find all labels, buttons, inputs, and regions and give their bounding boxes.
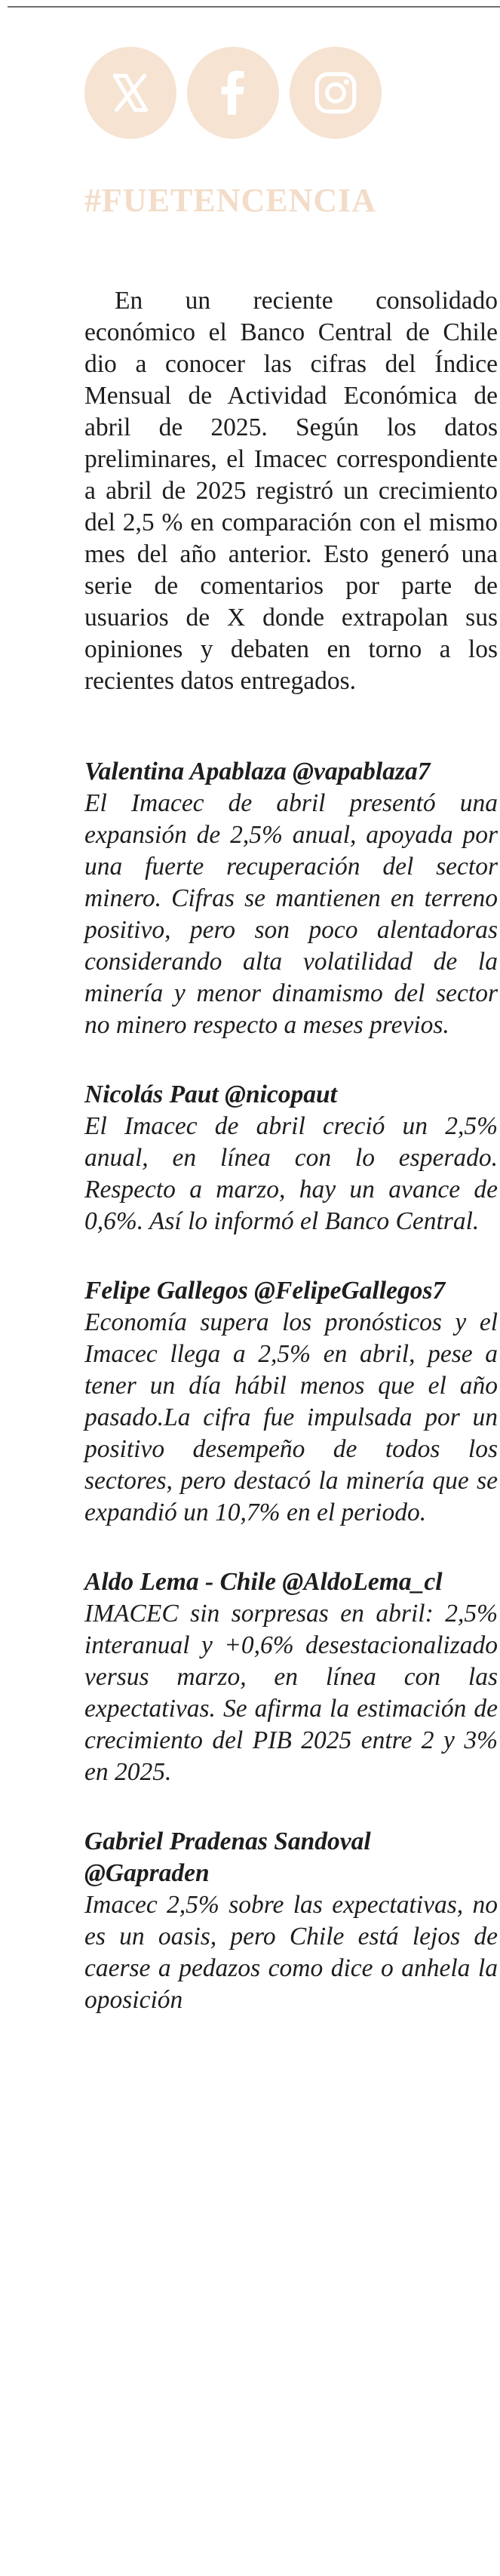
comment-author: Nicolás Paut @nicopaut (84, 1081, 337, 1108)
comment-author: Aldo Lema - Chile @AldoLema_cl (84, 1568, 443, 1596)
comment-block (84, 1566, 498, 1788)
comment-block (84, 1079, 498, 1237)
comment-text: IMACEC sin sorpresas en abril: 2,5% interanual y +0,6% desestacionalizado versus marzo, en línea con las expectativas. Se afirma la estimación de crecimiento del PIB 2025 entre 2 y 3% en 2025. (84, 1600, 498, 1786)
comment-block (84, 1275, 498, 1529)
comment-author: Valentina Apablaza @vapablaza7 (84, 758, 431, 785)
social-icons (84, 47, 382, 139)
facebook-icon[interactable] (187, 47, 279, 139)
comment-author: Gabriel Pradenas Sandoval @Gapraden (84, 1827, 371, 1887)
instagram-icon[interactable] (290, 47, 382, 139)
hashtag-heading: #FUETENCENCIA (84, 182, 377, 219)
lead-paragraph: En un reciente consolidado económico el Banco Central de Chile dio a conocer las cifras del Índice Mensual de Actividad Económica de abril de 2025. Según los datos preliminares, el Imacec correspondiente a abril de 2025 registró un crecimiento del 2,5 % en comparación con el mismo mes del año anterior. Esto generó una serie de comentarios por parte de usuarios de X donde extrapolan sus opiniones y debaten en torno a los recientes datos entregados. (84, 287, 498, 695)
top-divider (8, 6, 500, 8)
article-body (84, 285, 498, 2054)
comment-block (84, 756, 498, 1041)
comment-author: Felipe Gallegos @FelipeGallegos7 (84, 1277, 446, 1305)
comment-text: Economía supera los pronósticos y el Imacec llega a 2,5% en abril, pese a tener un día hábil menos que el año pasado.La cifra fue impulsada por un positivo desempeño de todos los sectores, pero destacó la minería que se expandió un 10,7% en el periodo. (84, 1308, 498, 1526)
comment-block (84, 1826, 498, 2016)
comment-text: El Imacec de abril presentó una expansión de 2,5% anual, apoyada por una fuerte recuperación del sector minero. Cifras se mantienen en terreno positivo, pero son poco alentadoras considerando alta volatilidad de la minería y menor dinamismo del sector no minero respecto a meses previos. (84, 789, 498, 1039)
x-icon[interactable] (84, 47, 176, 139)
comment-text: Imacec 2,5% sobre las expectativas, no es un oasis, pero Chile está lejos de caerse a pedazos como dice o anhela la oposición (84, 1891, 498, 2014)
comment-text: El Imacec de abril creció un 2,5% anual, en línea con lo esperado. Respecto a marzo, hay un avance de 0,6%. Así lo informó el Banco Central. (84, 1112, 498, 1235)
